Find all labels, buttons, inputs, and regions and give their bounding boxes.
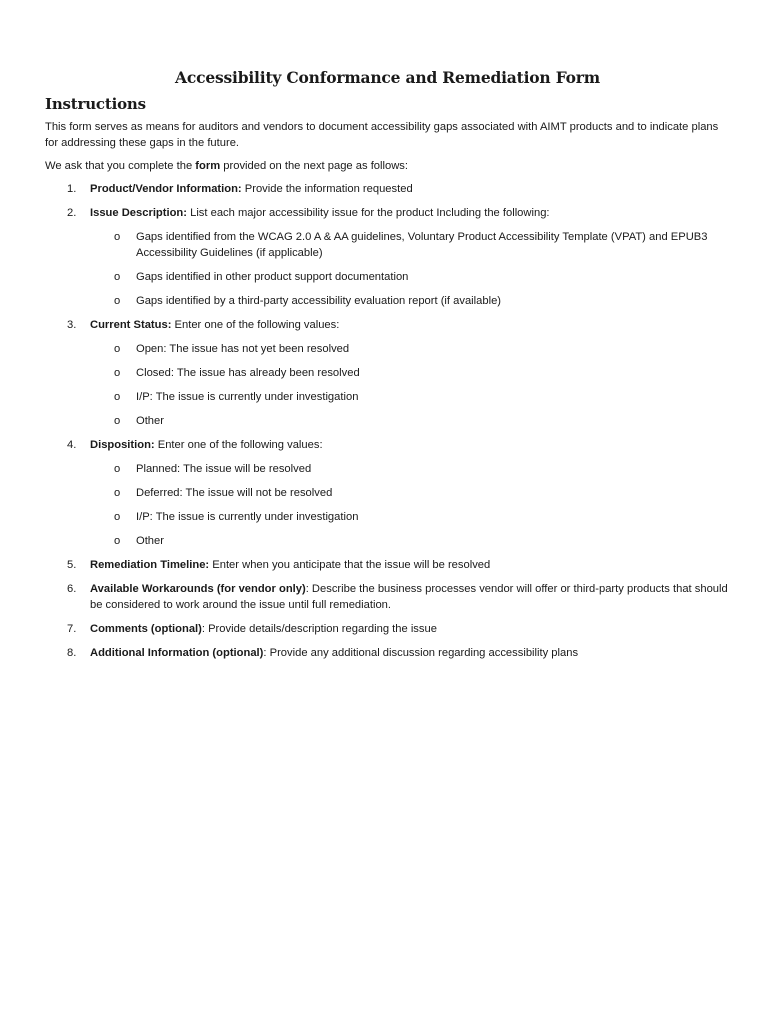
list-item — [45, 317, 730, 429]
bullet-icon: o — [114, 231, 121, 243]
sub-list-item — [90, 485, 730, 501]
list-item-number: 4. — [67, 439, 77, 451]
list-item-label: Current Status: — [90, 319, 172, 331]
instruction-form-word: form — [195, 160, 221, 172]
list-item-text: Provide the information requested — [241, 183, 413, 195]
instruction-paragraph — [45, 158, 730, 174]
list-item-label: Additional Information (optional) — [90, 647, 264, 659]
sub-list-item — [90, 413, 730, 429]
sub-list-item-text: Gaps identified in other product support documentation — [136, 271, 409, 283]
sub-list — [90, 461, 730, 549]
sub-list-item — [90, 461, 730, 477]
bullet-icon: o — [114, 367, 121, 379]
list-item-number: 8. — [67, 647, 77, 659]
instruction-suffix: provided on the next page as follows: — [220, 160, 408, 172]
list-item-label: Remediation Timeline: — [90, 559, 210, 571]
section-heading: Instructions — [45, 95, 146, 113]
sub-list — [90, 341, 730, 429]
sub-list-item-text: Gaps identified by a third-party accessibility evaluation report (if available) — [136, 295, 502, 307]
instruction-list — [45, 181, 730, 661]
sub-list-item-text: Gaps identified from the WCAG 2.0 A & AA guidelines, Voluntary Product Accessibility Template (VPAT) and EPUB3 Accessibility Guidelines (if applicable) — [136, 231, 708, 259]
list-item — [45, 205, 730, 309]
list-item-text: List each major accessibility issue for the product Including the following: — [186, 207, 550, 219]
list-item-label: Disposition: — [90, 439, 155, 451]
bullet-icon: o — [114, 295, 121, 307]
sub-list-item — [90, 341, 730, 357]
list-item — [45, 557, 730, 573]
list-item — [45, 181, 730, 197]
sub-list-item — [90, 389, 730, 405]
list-item-label: Comments (optional) — [90, 623, 202, 635]
intro-paragraph: This form serves as means for auditors and vendors to document accessibility gaps associated with AIMT products and to indicate plans for addressing these gaps in the future. — [45, 121, 719, 149]
bullet-icon: o — [114, 535, 121, 547]
list-item — [45, 581, 730, 613]
list-item-text: : Provide any additional discussion regarding accessibility plans — [263, 647, 579, 659]
list-item-number: 6. — [67, 583, 77, 595]
page-title: Accessibility Conformance and Remediation Form — [175, 68, 600, 87]
sub-list-item-text: Other — [136, 535, 164, 547]
sub-list-item-text: Other — [136, 415, 164, 427]
bullet-icon: o — [114, 271, 121, 283]
sub-list-item-text: Deferred: The issue will not be resolved — [136, 487, 333, 499]
bullet-icon: o — [114, 487, 121, 499]
sub-list-item — [90, 509, 730, 525]
sub-list-item — [90, 269, 730, 285]
list-item-number: 1. — [67, 183, 77, 195]
list-item — [45, 437, 730, 549]
list-item-label: Available Workarounds (for vendor only) — [90, 583, 306, 595]
bullet-icon: o — [114, 511, 121, 523]
sub-list-item — [90, 229, 730, 261]
list-item-number: 2. — [67, 207, 77, 219]
sub-list-item-text: I/P: The issue is currently under investigation — [136, 511, 359, 523]
bullet-icon: o — [114, 343, 121, 355]
list-item — [45, 645, 730, 661]
sub-list-item-text: Planned: The issue will be resolved — [136, 463, 312, 475]
sub-list-item-text: Open: The issue has not yet been resolved — [136, 343, 350, 355]
sub-list-item-text: Closed: The issue has already been resolved — [136, 367, 360, 379]
bullet-icon: o — [114, 463, 121, 475]
sub-list-item — [90, 365, 730, 381]
sub-list — [90, 229, 730, 309]
list-item — [45, 621, 730, 637]
list-item-number: 7. — [67, 623, 77, 635]
list-item-text: Enter when you anticipate that the issue will be resolved — [209, 559, 491, 571]
list-item-label: Product/Vendor Information: — [90, 183, 242, 195]
sub-list-item — [90, 293, 730, 309]
list-item-label: Issue Description: — [90, 207, 187, 219]
list-item-text: : Describe the business processes vendor will offer or third-party products that should be considered to work around the issue until full remediation. — [90, 583, 728, 611]
list-item-text: Enter one of the following values: — [171, 319, 340, 331]
instruction-prefix: We ask that you complete the — [45, 160, 196, 172]
sub-list-item-text: I/P: The issue is currently under investigation — [136, 391, 359, 403]
list-item-number: 5. — [67, 559, 77, 571]
list-item-number: 3. — [67, 319, 77, 331]
list-item-text: Enter one of the following values: — [154, 439, 323, 451]
list-item-text: : Provide details/description regarding the issue — [201, 623, 437, 635]
sub-list-item — [90, 533, 730, 549]
bullet-icon: o — [114, 415, 121, 427]
bullet-icon: o — [114, 391, 121, 403]
